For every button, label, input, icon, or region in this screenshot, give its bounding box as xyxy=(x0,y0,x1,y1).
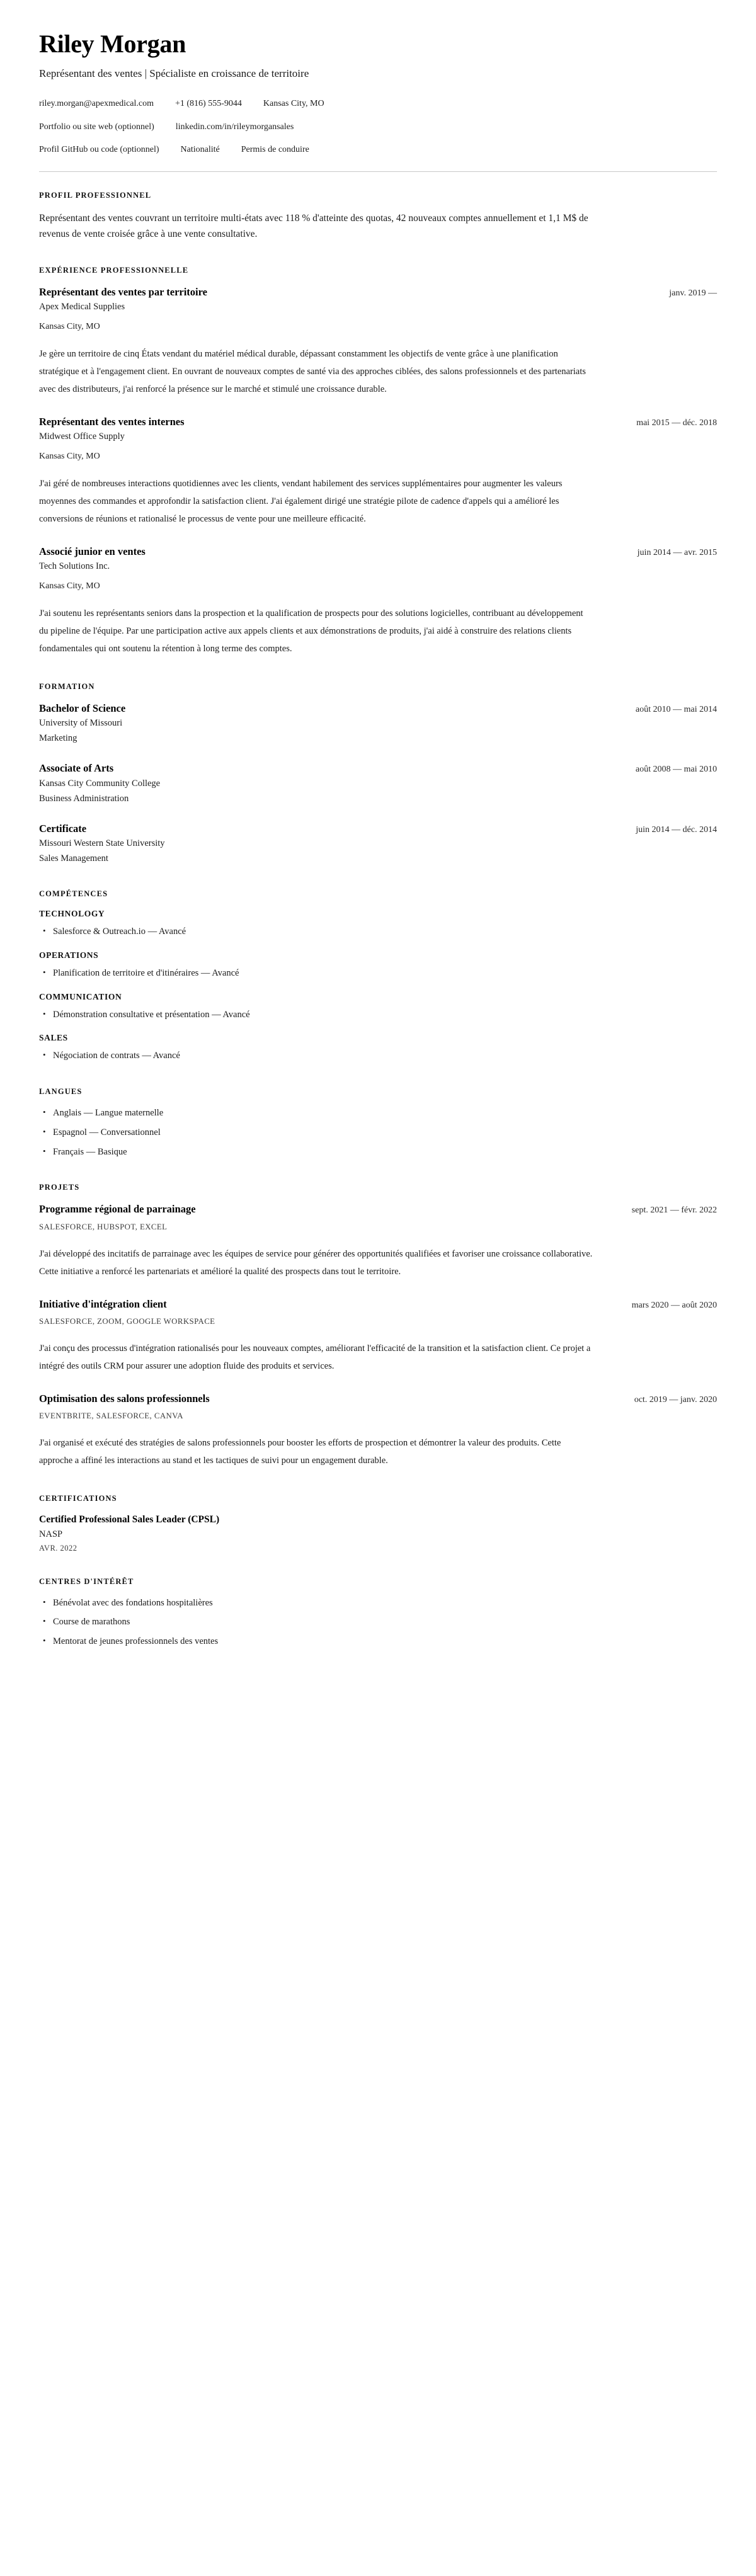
skill-list xyxy=(39,1008,717,1022)
section-summary xyxy=(39,191,717,242)
project-name: Programme régional de parrainage xyxy=(39,1203,196,1216)
contact-github[interactable]: Profil GitHub ou code (optionnel) xyxy=(39,145,159,155)
education-date: juin 2014 — déc. 2014 xyxy=(636,824,717,835)
header-divider xyxy=(39,171,717,172)
project-entry-head xyxy=(39,1297,717,1311)
contact-portfolio[interactable]: Portfolio ou site web (optionnel) xyxy=(39,122,154,132)
section-title-skills: COMPÉTENCES xyxy=(39,889,108,899)
skill-group xyxy=(39,950,717,981)
experience-entry xyxy=(39,285,717,399)
skill-list xyxy=(39,1049,717,1063)
project-stack: SALESFORCE, HUBSPOT, EXCEL xyxy=(39,1222,168,1231)
project-description: J'ai conçu des processus d'intégration rationalisés pour les nouveaux comptes, améliorant l'efficacité de la transition et la satisfaction client. Ce projet a intégré des outils CRM pour assurer une adoption fluide des produits et services. xyxy=(39,1343,591,1371)
experience-role: Représentant des ventes internes xyxy=(39,415,185,428)
language-item: • Anglais — Langue maternelle xyxy=(53,1107,717,1120)
project-stack: SALESFORCE, ZOOM, GOOGLE WORKSPACE xyxy=(39,1316,215,1326)
experience-entry-head xyxy=(39,415,717,428)
project-entry xyxy=(39,1297,717,1376)
section-title-certifications: CERTIFICATIONS xyxy=(39,1493,117,1503)
experience-role: Représentant des ventes par territoire xyxy=(39,285,207,298)
education-school: Missouri Western State University xyxy=(39,838,165,849)
skill-category: TECHNOLOGY xyxy=(39,909,105,919)
experience-entry xyxy=(39,545,717,658)
contact-line-1 xyxy=(39,98,717,110)
candidate-headline: Représentant des ventes | Spécialiste en croissance de territoire xyxy=(39,67,309,79)
education-entry-head xyxy=(39,822,717,835)
summary-text: Représentant des ventes couvrant un territoire multi-états avec 118 % d'atteinte des quotas, 42 nouveaux comptes annuellement et 1,1 M$ de revenus de vente croisée grâce à une vente consultative. xyxy=(39,212,588,239)
section-skills xyxy=(39,889,717,1063)
section-title-interests: CENTRES D'INTÉRÊT xyxy=(39,1576,134,1586)
experience-location: Kansas City, MO xyxy=(39,452,100,462)
section-title-languages: LANGUES xyxy=(39,1087,83,1097)
certification-name: Certified Professional Sales Leader (CPSL) xyxy=(39,1513,220,1525)
project-description: J'ai développé des incitatifs de parrainage avec les équipes de service pour générer des opportunités qualifiées et favoriser une croissance collaborative. Cette initiative a renforcé les partenariats et amélioré la qualité des prospects dans tout le territoire. xyxy=(39,1248,593,1277)
education-degree: Bachelor of Science xyxy=(39,702,126,714)
experience-location: Kansas City, MO xyxy=(39,581,100,591)
section-interests xyxy=(39,1577,717,1649)
skill-item: • Salesforce & Outreach.io — Avancé xyxy=(53,925,717,939)
experience-location: Kansas City, MO xyxy=(39,322,100,332)
experience-description: J'ai soutenu les représentants seniors dans la prospection et la qualification de prospects pour des solutions logicielles, contribuant au développement du pipeline de l'équipe. Par une participation active aux appels clients et aux démonstrations de produits, j'ai aidé à construire des relations clients fondamentales qui ont soutenu la rétention à long terme des comptes. xyxy=(39,608,583,654)
education-school: University of Missouri xyxy=(39,718,123,729)
candidate-name: Riley Morgan xyxy=(39,30,186,58)
section-title-education: FORMATION xyxy=(39,681,95,691)
section-experience xyxy=(39,266,717,658)
project-entry-head xyxy=(39,1392,717,1405)
certification-date: AVR. 2022 xyxy=(39,1543,77,1553)
skill-list xyxy=(39,967,717,981)
experience-description: Je gère un territoire de cinq États vendant du matériel médical durable, dépassant constamment les objectifs de vente grâce à une planification stratégique et à l'engagement client. En ouvrant de nouveaux comptes de santé via des approches ciblées, des salons professionnels et des partenariats avec des distributeurs, j'ai renforcé la présence sur le marché et stimulé une croissance durable. xyxy=(39,349,586,395)
contact-driving-license: Permis de conduire xyxy=(241,145,309,155)
skill-group xyxy=(39,992,717,1022)
experience-date: janv. 2019 — xyxy=(669,288,717,298)
experience-entry-head xyxy=(39,285,717,299)
project-description: J'ai organisé et exécuté des stratégies de salons professionnels pour booster les efforts de prospection et démontrer la valeur des produits. Cette approche a affiné les interactions au stand et les tactiques de suivi pour un engagement durable. xyxy=(39,1438,561,1466)
education-field: Sales Management xyxy=(39,853,108,864)
project-date: sept. 2021 — févr. 2022 xyxy=(631,1205,717,1216)
project-stack: EVENTBRITE, SALESFORCE, CANVA xyxy=(39,1411,183,1421)
contact-phone[interactable]: +1 (816) 555-9044 xyxy=(175,98,242,108)
skill-category: COMMUNICATION xyxy=(39,991,122,1001)
contact-line-2 xyxy=(39,121,717,134)
section-languages xyxy=(39,1087,717,1159)
project-entry xyxy=(39,1392,717,1470)
skill-list xyxy=(39,925,717,939)
education-entry xyxy=(39,761,717,805)
skill-item: • Démonstration consultative et présentation — Avancé xyxy=(53,1008,717,1022)
contact-email[interactable]: riley.morgan@apexmedical.com xyxy=(39,98,154,108)
project-name: Initiative d'intégration client xyxy=(39,1297,167,1310)
interest-list xyxy=(39,1597,717,1649)
education-degree: Certificate xyxy=(39,822,87,835)
experience-company: Apex Medical Supplies xyxy=(39,302,125,312)
experience-role: Associé junior en ventes xyxy=(39,545,146,557)
language-list xyxy=(39,1107,717,1159)
section-title-experience: EXPÉRIENCE PROFESSIONNELLE xyxy=(39,265,189,275)
education-entry xyxy=(39,822,717,865)
section-projects xyxy=(39,1183,717,1469)
project-date: oct. 2019 — janv. 2020 xyxy=(634,1394,717,1405)
experience-company: Midwest Office Supply xyxy=(39,431,125,442)
skill-category: OPERATIONS xyxy=(39,950,99,960)
contact-linkedin[interactable]: linkedin.com/in/rileymorgansales xyxy=(175,122,294,132)
contact-location: Kansas City, MO xyxy=(263,98,324,108)
interest-item: • Bénévolat avec des fondations hospitalières xyxy=(53,1597,717,1610)
section-title-summary: PROFIL PROFESSIONNEL xyxy=(39,190,152,200)
experience-company: Tech Solutions Inc. xyxy=(39,561,110,572)
education-field: Marketing xyxy=(39,733,77,744)
skill-category: SALES xyxy=(39,1033,68,1043)
experience-date: juin 2014 — avr. 2015 xyxy=(637,547,717,557)
experience-entry xyxy=(39,415,717,528)
education-field: Business Administration xyxy=(39,793,129,804)
education-entry-head xyxy=(39,702,717,715)
skill-group xyxy=(39,909,717,939)
language-item: • Espagnol — Conversationnel xyxy=(53,1126,717,1140)
certification-entry xyxy=(39,1513,717,1553)
skill-group xyxy=(39,1033,717,1063)
project-entry-head xyxy=(39,1202,717,1216)
section-title-projects: PROJETS xyxy=(39,1183,80,1192)
education-date: août 2010 — mai 2014 xyxy=(635,704,717,714)
section-education xyxy=(39,682,717,865)
education-date: août 2008 — mai 2010 xyxy=(635,765,717,775)
education-entry-head xyxy=(39,761,717,775)
experience-entry-head xyxy=(39,545,717,558)
section-certifications xyxy=(39,1494,717,1553)
interest-item: • Mentorat de jeunes professionnels des ventes xyxy=(53,1635,717,1649)
education-school: Kansas City Community College xyxy=(39,778,161,789)
experience-description: J'ai géré de nombreuses interactions quotidiennes avec les clients, vendant habilement des services supplémentaires pour augmenter les valeurs moyennes des commandes et approfondir la satisfaction client. J'ai également dirigé une stratégie pilote de cadence d'appels qui a amélioré les conversions de réunions et rationalisé le processus de vente pour une meilleure efficacité. xyxy=(39,479,563,524)
interest-item: • Course de marathons xyxy=(53,1616,717,1629)
contact-nationality: Nationalité xyxy=(180,145,220,155)
project-date: mars 2020 — août 2020 xyxy=(631,1300,717,1310)
project-entry xyxy=(39,1202,717,1280)
experience-date: mai 2015 — déc. 2018 xyxy=(636,418,717,428)
certification-issuer: NASP xyxy=(39,1529,63,1539)
skill-item: • Négociation de contrats — Avancé xyxy=(53,1049,717,1063)
language-item: • Français — Basique xyxy=(53,1146,717,1160)
education-entry xyxy=(39,702,717,745)
contact-line-3 xyxy=(39,144,717,156)
education-degree: Associate of Arts xyxy=(39,762,114,775)
skill-item: • Planification de territoire et d'itinéraires — Avancé xyxy=(53,967,717,981)
project-name: Optimisation des salons professionnels xyxy=(39,1392,210,1405)
resume-header xyxy=(39,30,717,156)
